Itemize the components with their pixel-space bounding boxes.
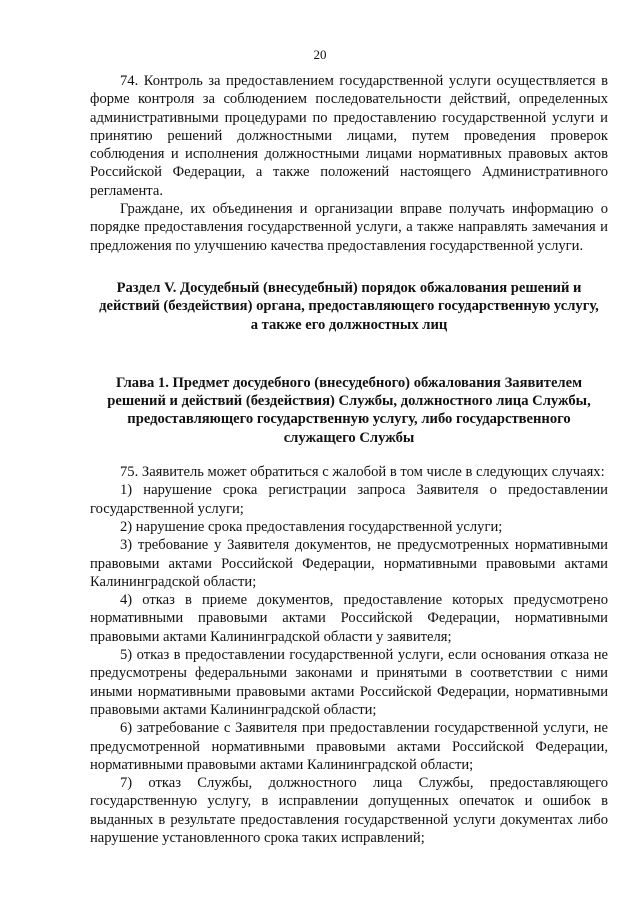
list-item-4: 4) отказ в приеме документов, предоставление которых предусмотрено нормативными правовыми актами Российской Федерации, нормативными правовыми актами Калининградской области у заявителя; bbox=[90, 592, 608, 645]
page-number: 20 bbox=[313, 47, 327, 62]
list-item-6: 6) затребование с Заявителя при предоставлении государственной услуги, не предусмотренной нормативными правовыми актами Российской Федерации, нормативными правовыми актами Калининградской области; bbox=[90, 720, 608, 773]
list-item-3: 3) требование у Заявителя документов, не предусмотренных нормативными правовыми актами Российской Федерации, нормативными правовыми актами Калининградской области; bbox=[90, 537, 608, 590]
list-item-2: 2) нарушение срока предоставления государственной услуги; bbox=[120, 518, 503, 535]
chapter-heading: Глава 1. Предмет досудебного (внесудебного) обжалования Заявителем решений и действий (бездействия) Службы, должностного лица Службы, предоставляющего государственную услугу, либо государственного служащего Службы bbox=[107, 374, 591, 446]
paragraph-citizens-rights: Граждане, их объединения и организации вправе получать информацию о порядке предоставления государственной услуги, а также направлять замечания и предложения по улучшению качества предоставления государственной услуги. bbox=[90, 201, 608, 254]
list-item-7: 7) отказ Службы, должностного лица Службы, предоставляющего государственную услугу, в исправлении допущенных опечаток и ошибок в выданных в результате предоставления государственной услуги документах либо нарушение установленного срока таких исправлений; bbox=[90, 775, 608, 846]
list-item-1: 1) нарушение срока регистрации запроса Заявителя о предоставлении государственной услуги; bbox=[90, 482, 608, 517]
paragraph-75: 75. Заявитель может обратиться с жалобой в том числе в следующих случаях: bbox=[120, 464, 605, 481]
list-item-5: 5) отказ в предоставлении государственной услуги, если основания отказа не предусмотрены федеральными законами и принятыми в соответствии с ними иными нормативными правовыми актами Российской Федерации, нормативными правовыми актами Калининградской области; bbox=[90, 647, 608, 718]
section-heading: Раздел V. Досудебный (внесудебный) порядок обжалования решений и действий (бездействия) органа, предоставляющего государственную услугу, а также его должностных лиц bbox=[99, 279, 599, 333]
document-body bbox=[90, 72, 608, 847]
paragraph-74: 74. Контроль за предоставлением государственной услуги осуществляется в форме контроля за соблюдением последовательности действий, определенных административными процедурами по предоставлению государственной услуги и принятию решений должностными лицами, путем проведения проверок соблюдения и исполнения должностными лицами нормативных правовых актов Российской Федерации, а также положений настоящего Административного регламента. bbox=[90, 73, 608, 199]
